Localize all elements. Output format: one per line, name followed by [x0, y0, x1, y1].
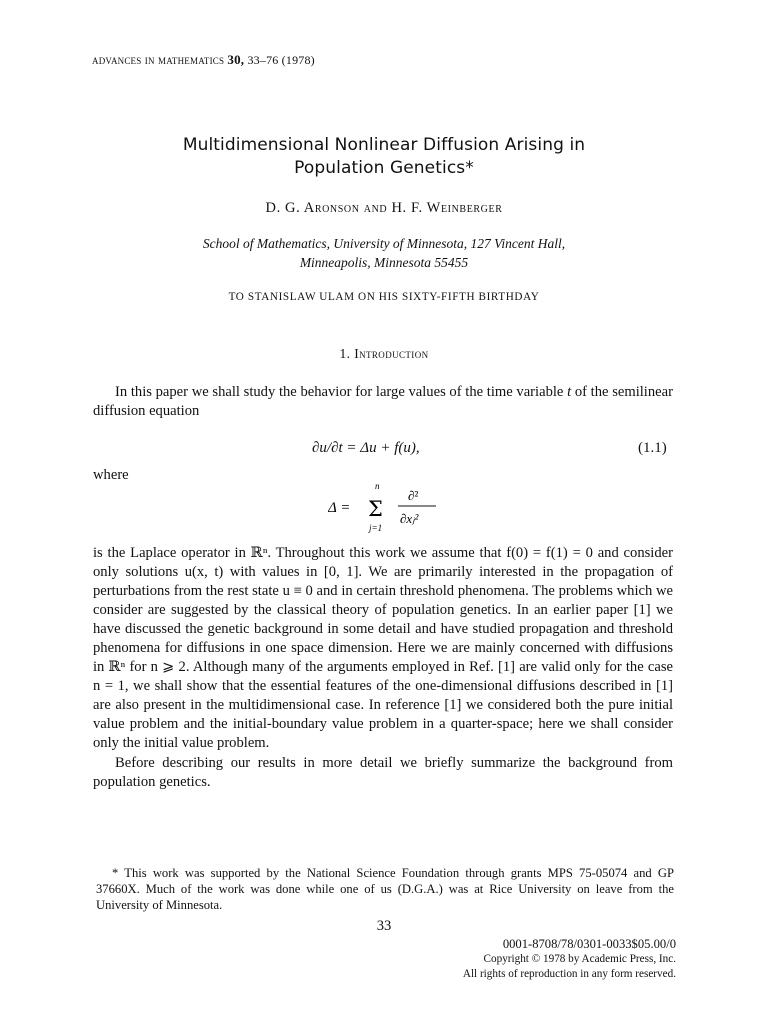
equation-body: ∂u/∂t = Δu + f(u), [312, 440, 420, 456]
intro-line-1: In this paper we shall study the behavior for large values of the time variable [115, 384, 564, 400]
authors: D. G. Aronson and H. F. Weinberger [265, 200, 503, 216]
affiliation [0, 234, 768, 272]
copyright-block [463, 937, 676, 983]
sum-upper-limit: n [375, 481, 380, 491]
journal-pages-year: 33–76 (1978) [247, 53, 315, 67]
journal-volume: 30, [227, 52, 245, 67]
title-line-1: Multidimensional Nonlinear Diffusion Arising in [182, 135, 586, 155]
copyright-line-1: Copyright © 1978 by Academic Press, Inc. [483, 953, 676, 966]
title-line-2: Population Genetics* [294, 158, 474, 178]
section-heading: 1. Introduction [339, 346, 429, 361]
affiliation-line-1: School of Mathematics, University of Minnesota, 127 Vincent Hall, [202, 236, 566, 251]
page-number: 33 [376, 918, 392, 934]
intro-paragraph [93, 383, 673, 421]
copyright-line-2: All rights of reproduction in any form reserved. [462, 968, 676, 981]
journal-name: advances in mathematics [92, 53, 225, 67]
intro-line-2: of the semilinear diffusion equation [93, 384, 673, 420]
journal-header [92, 52, 315, 68]
laplace-lhs: Δ = [328, 500, 351, 516]
sum-sign: Σ [368, 497, 383, 521]
footnote [96, 865, 674, 914]
body-paragraphs [93, 544, 673, 792]
affiliation-line-2: Minneapolis, Minnesota 55455 [299, 255, 469, 270]
where-word: where [93, 467, 129, 483]
sum-lower-limit: j=1 [369, 523, 383, 533]
laplace-operator-equation [328, 476, 448, 536]
footnote-text: * This work was supported by the National Science Foundation through grants MPS 75-05074 and GP 37660X. Much of the work was done while one of us (D.G.A.) was at Rice University on leave from the University of Minnesota. [96, 866, 674, 913]
fraction-numerator: ∂² [408, 488, 419, 503]
fraction-denominator: ∂xⱼ² [400, 511, 419, 526]
paragraph-2: is the Laplace operator in ℝⁿ. Throughout this work we assume that f(0) = f(1) = 0 and consider only solutions u(x, t) with values in [0, 1]. We are primarily interested in the propagation of perturbations from the rest state u ≡ 0 and in certain threshold phenomena. The problems which we consider are suggested by the classical theory of population genetics. In an earlier paper [1] we have discussed the genetic background in some detail and have studied propagation and threshold phenomena for diffusions in one space dimension. Here we are mainly concerned with diffusions in ℝⁿ for n ⩾ 2. Although many of the arguments employed in Ref. [1] are valid only for the case n = 1, we shall show that the essential features of the one-dimensional diffusions described in [1] are also present in the multidimensional case. In reference [1] we considered both the pure initial value problem and the initial-boundary value problem in a quarter-space; here we shall consider only the initial value problem. [93, 545, 673, 752]
paragraph-3: Before describing our results in more detail we briefly summarize the background from population genetics. [93, 754, 673, 790]
dedication: TO STANISLAW ULAM ON HIS SIXTY-FIFTH BIRTHDAY [228, 291, 540, 303]
time-variable: t [567, 384, 572, 400]
equation-number: (1.1) [638, 440, 667, 456]
paper-title [0, 134, 768, 180]
article-code: 0001-8708/78/0301-0033$05.00/0 [502, 937, 676, 951]
